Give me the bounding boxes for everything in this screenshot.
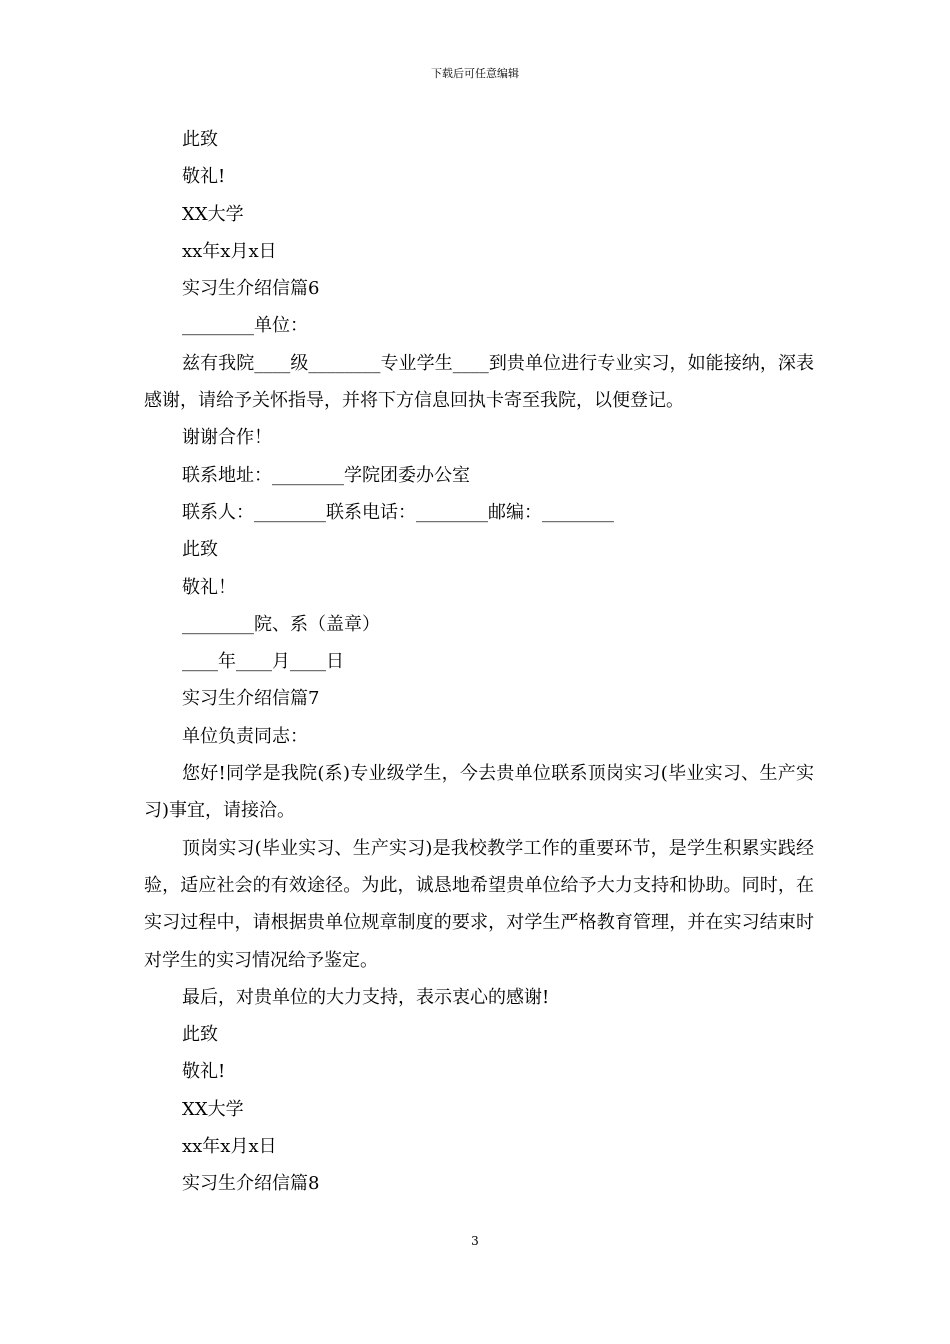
closing-line: 此致 (182, 129, 218, 150)
salutation-line: 敬礼! (182, 1061, 226, 1083)
page-header-note: 下载后可任意编辑 (431, 67, 519, 80)
signature-university: XX大学 (182, 203, 244, 225)
contact-person-line: 联系人：________联系电话：________邮编：________ (182, 501, 614, 523)
section-title: 实习生介绍信篇6 (182, 278, 320, 300)
department-seal-line: ________院、系（盖章） (182, 613, 380, 635)
signature-date: xx年x月x日 (182, 1136, 277, 1158)
addressee-line: ________单位： (182, 315, 308, 337)
blank-date-line: ____年____月____日 (182, 651, 344, 673)
thanks-line: 谢谢合作！ (182, 427, 272, 449)
closing-line: 此致 (182, 539, 218, 561)
body-paragraph: 您好!同学是我院(系)专业级学生，今去贵单位联系顶岗实习(毕业实习、生产实习)事宜，请接洽。 (144, 763, 814, 822)
body-paragraph: 兹有我院____级________专业学生____到贵单位进行专业实习，如能接纳，深表感谢，请给予关怀指导，并将下方信息回执卡寄至我院，以便登记。 (144, 352, 814, 412)
closing-line: 此致 (182, 1024, 218, 1046)
signature-university: XX大学 (182, 1098, 244, 1120)
section-title: 实习生介绍信篇8 (182, 1173, 320, 1195)
salutation-line: 敬礼! (182, 166, 226, 188)
section-title: 实习生介绍信篇7 (182, 688, 320, 710)
body-paragraph: 顶岗实习(毕业实习、生产实习)是我校教学工作的重要环节，是学生积累实践经验，适应社会的有效途径。为此，诚恳地希望贵单位给予大力支持和协助。同时，在实习过程中，请根据贵单位规章制度的要求，对学生严格教育管理，并在实习结束时对学生的实习情况给予鉴定。 (144, 837, 814, 971)
gratitude-line: 最后，对贵单位的大力支持，表示衷心的感谢! (182, 986, 550, 1008)
contact-address-line: 联系地址：________学院团委办公室 (182, 464, 470, 486)
addressee-line: 单位负责同志： (182, 725, 308, 747)
page-number: 3 (471, 1234, 479, 1248)
signature-date: xx年x月x日 (182, 240, 277, 262)
document-body (144, 121, 814, 1203)
salutation-line: 敬礼！ (182, 576, 236, 598)
